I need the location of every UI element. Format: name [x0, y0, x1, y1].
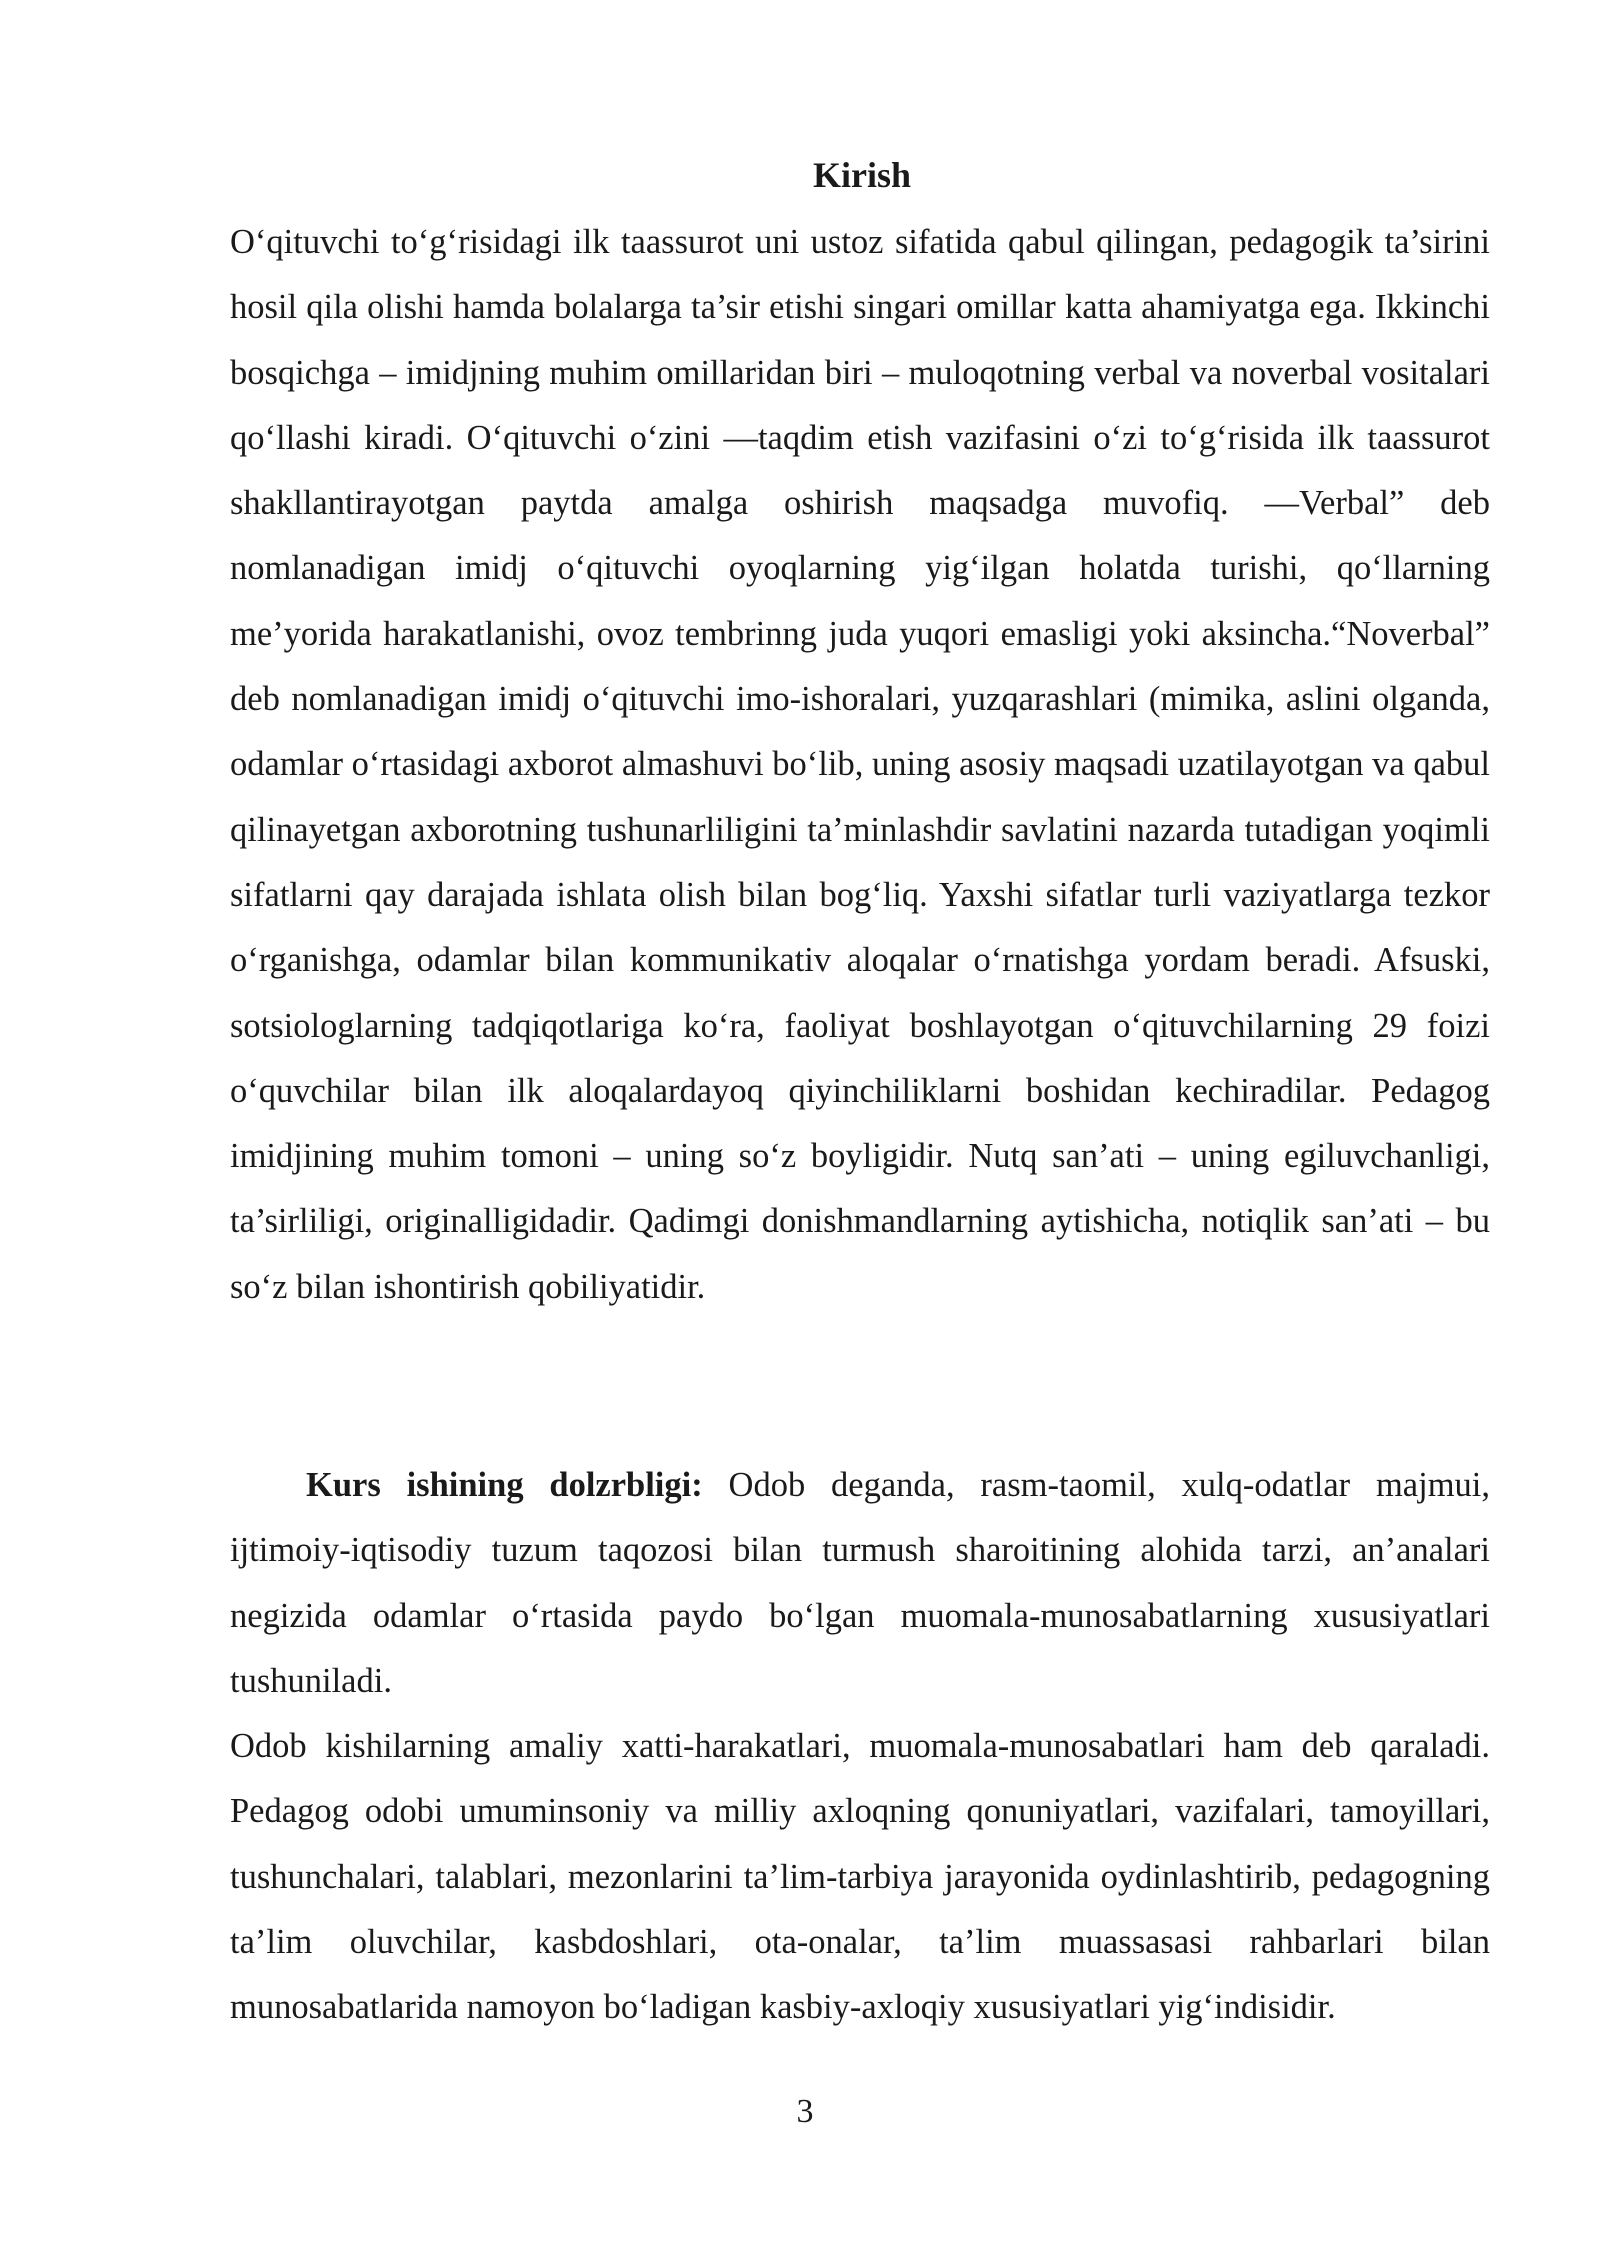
relevance-lead-label: Kurs ishining dolzrbligi: [306, 1466, 703, 1504]
body-paragraph-intro: O‘qituvchi to‘g‘risidagi ilk taassurot uni ustoz sifatida qabul qilingan, pedagogik ta’sirini hosil qila olishi hamda bolalarga ta’sir etishi singari omillar katta ahamiyatga ega. Ikkinchi bosqichga – imidjning muhim omillaridan biri – muloqotning verbal va noverbal vositalari qo‘llashi kiradi. O‘qituvchi o‘zini ―taqdim etish vazifasini o‘zi to‘g‘risida ilk taassurot shakllantirayotgan paytda amalga oshirish maqsadga muvofiq. ―Verbal” deb nomlanadigan imidj o‘qituvchi oyoqlarning yig‘ilgan holatda turishi, qo‘llarning me’yorida harakatlanishi, ovoz tembrinng juda yuqori emasligi yoki aksincha.“Noverbal” deb nomlanadigan imidj o‘qituvchi imo-ishoralari, yuzqarashlari (mimika, aslini olganda, odamlar o‘rtasidagi axborot almashuvi bo‘lib, uning asosiy maqsadi uzatilayotgan va qabul qilinayetgan axborotning tushunarliligini ta’minlashdir savlatini nazarda tutadigan yoqimli sifatlarni qay darajada ishlata olish bilan bog‘liq. Yaxshi sifatlar turli vaziyatlarga tezkor o‘rganishga, odamlar bilan kommunikativ aloqalar o‘rnatishga yordam beradi. Afsuski, sotsiologlarning tadqiqotlariga ko‘ra, faoliyat boshlayotgan o‘qituvchilarning 29 foizi o‘quvchilar bilan ilk aloqalardayoq qiyinchiliklarni boshidan kechiradilar. Pedagog imidjining muhim tomoni – uning so‘z boyligidir. Nutq san’ati – uning egiluvchanligi, ta’sirliligi, originalligidadir. Qadimgi donishmandlarning aytishicha, notiqlik san’ati – bu so‘z bilan ishontirish qobiliyatidir. [230, 223, 1490, 1306]
section-heading: Kirish [812, 155, 911, 195]
body-paragraph-ethics: Odob kishilarning amaliy xatti-harakatlari, muomala-munosabatlari ham deb qaraladi. Pedagog odobi umuminsoniy va milliy axloqning qonuniyatlari, vazifalari, tamoyillari, tushunchalari, talablari, mezonlarini ta’lim-tarbiya jarayonida oydinlashtirib, pedagogning ta’lim oluvchilar, kasbdoshlari, ota-onalar, ta’lim muassasasi rahbarlari bilan munosabatlarida namoyon bo‘ladigan kasbiy-axloqiy xususiyatlari yig‘indisidir. [230, 1727, 1490, 2027]
page-number: 3 [796, 2093, 814, 2130]
relevance-text: Odob deganda, rasm-taomil, xulq-odatlar majmui, ijtimoiy-iqtisodiy tuzum taqozosi bilan turmush sharoitining alohida tarzi, an’analari negizida odamlar o‘rtasida paydo bo‘lgan muomala-munosabatlarning xususiyatlari tushuniladi. [230, 1466, 1490, 1700]
body-paragraph-relevance [230, 1453, 1490, 1714]
